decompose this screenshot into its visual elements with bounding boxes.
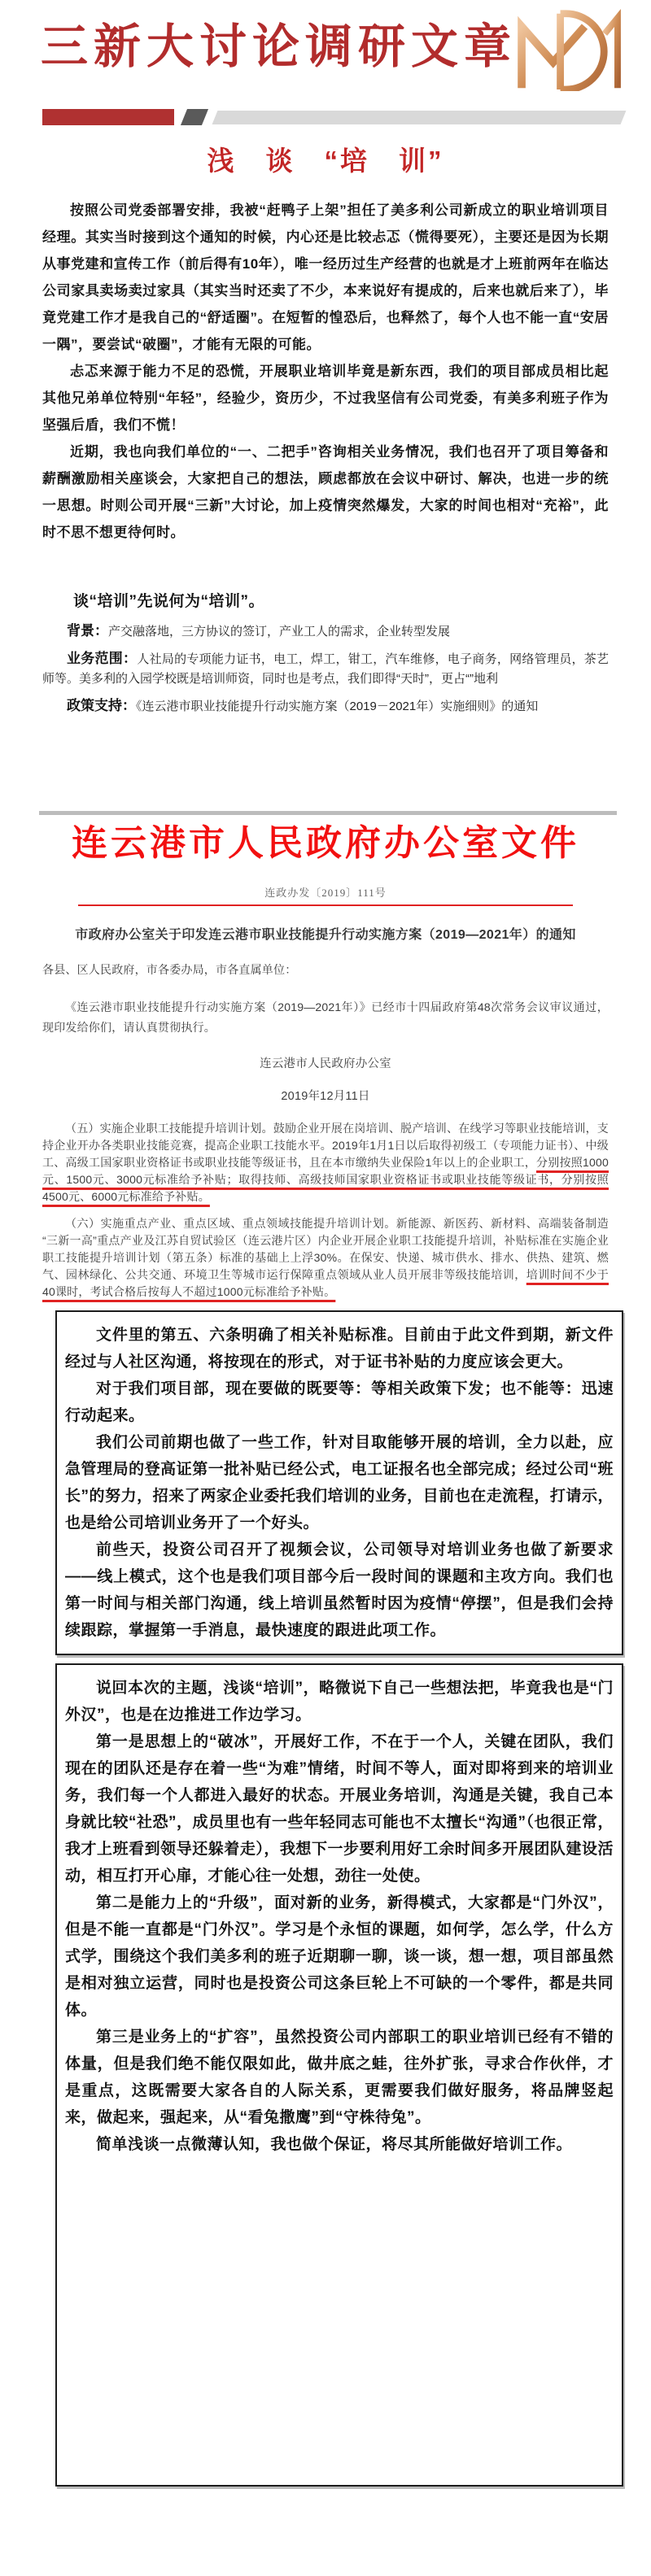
box1-paragraph: 文件里的第五、六条明确了相关补贴标准。目前由于此文件到期，新文件经过与人社区沟通，将按现在的形式，对于证书补贴的力度应该会更大。 bbox=[65, 1327, 614, 1371]
doc-item-5-text: （五）实施企业职工技能提升培训计划。鼓励企业开展在岗培训、脱产培训、在线学习等职业技能培训，支持企业开办各类职业技能竞赛，提高企业职工技能水平。2019年1月1日以后取得初级工（专项能力证书）、中级工、高级工国家职业资格证书或职业技能等级证书，且在本市缴纳失业保险1年以上的企业职工， bbox=[42, 1122, 609, 1169]
brand-md-monogram-logo bbox=[516, 5, 623, 91]
box2-paragraph: 第一是思想上的“破冰”，开展好工作，不在于一个人，关键在团队，我们现在的团队还是存在着一些“为难”情绪，时间不等人，面对即将到来的培训业务，我们每一个人都进入最好的状态。开展业务培训，沟通是关键，我自己本身就比较“社恐”，成员里也有一些年轻同志可能也不太擅长“沟通”（也很正常，我才上班看到领导还躲着走），我想下一步要利用好工余时间多开展团队建设活动，相互打开心扉，才能心往一处想，劲往一处使。 bbox=[65, 1733, 614, 1885]
box1-paragraph: 对于我们项目部，现在要做的既要等：等相关政策下发；也不能等：迅速行动起来。 bbox=[65, 1380, 614, 1424]
notice-date: 2019年12月11日 bbox=[281, 1090, 370, 1103]
scope-label: 业务范围： bbox=[67, 651, 138, 666]
background-line bbox=[42, 621, 609, 642]
banner bbox=[0, 0, 651, 99]
doc-item-5 bbox=[42, 1120, 609, 1205]
article-paragraph: 忐忑来源于能力不足的恐慌，开展职业培训毕竟是新东西，我们的项目部成员相比起其他兄弟单位特别“年轻”，经验少，资历少，不过我坚信有公司党委，有美多利班子作为坚强后盾，我们不慌！ bbox=[42, 364, 609, 433]
box2-paragraph: 第二是能力上的“升级”，面对新的业务，新得模式，大家都是“门外汉”，但是不能一直都是“门外汉”。学习是个永恒的课题，如何学，怎么学，什么方式学，围绕这个我们美多利的班子近期聊一聊，谈一谈，想一想，项目部虽然是相对独立运营，同时也是投资公司这条巨轮上不可缺的一个零件，都是共同体。 bbox=[65, 1894, 614, 2019]
box2-paragraph: 说回本次的主题，浅谈“培训”，略微说下自己一些想法把，毕竟我也是“门外汉”，也是在边推进工作边学习。 bbox=[65, 1680, 614, 1724]
commentary-box-2 bbox=[55, 1663, 623, 2487]
policy-label: 政策支持： bbox=[67, 698, 136, 713]
background-text: 产交融落地，三方协议的签订，产业工人的需求，企业转型发展 bbox=[108, 625, 451, 639]
notice-title: 市政府办公室关于印发连云港市职业技能提升行动实施方案（2019—2021年）的通知 bbox=[75, 928, 576, 942]
box2-paragraph: 简单浅谈一点微薄认知，我也做个保证，将尽其所能做好培训工作。 bbox=[96, 2136, 573, 2153]
doc-item-6-text: （六）实施重点产业、重点区域、重点领域技能提升培训计划。新能源、新医药、新材料、高端装备制造“三新一高”重点产业及江苏自贸试验区（连云港片区）内企业开展企业职工技能提升培训，补贴标准在实施企业职工技能提升培训计划（第五条）标准的基础上上浮30%。在保安、快递、城市供水、排水、供热、建筑、燃气、园林绿化、公共交通、环境卫生等城市运行保障重点领域从业人员开展非等级技能培训， bbox=[42, 1217, 609, 1281]
gov-doc-title: 连云港市人民政府办公室文件 bbox=[72, 823, 579, 863]
article-body bbox=[0, 197, 651, 717]
policy-line bbox=[42, 696, 609, 717]
article-paragraph: 按照公司党委部署安排，我被“赶鸭子上架”担任了美多利公司新成立的职业培训项目经理。其实当时接到这个通知的时候，内心还是比较忐忑（慌得要死），主要还是因为长期从事党建和宣传工作（前后得有10年），唯一经历过生产经营的也就是才上班前两年在临达公司家具卖场卖过家具（其实当时还卖了不少，本来说好有提成的，后来也就后来了），毕竟党建工作才是我自己的“舒适圈”。在短暂的惶恐后，也释然了，每个人也不能一直“安居一隅”，要尝试“破圈”，才能有无限的可能。 bbox=[42, 203, 609, 352]
notice-signer: 连云港市人民政府办公室 bbox=[260, 1057, 391, 1070]
decorative-divider bbox=[42, 109, 623, 125]
article-title: 浅 谈 “培 训” bbox=[207, 146, 444, 176]
section-lead: 谈“培训”先说何为“培训”。 bbox=[73, 593, 265, 610]
banner-title: 三新大讨论调研文章 bbox=[41, 20, 518, 73]
box1-paragraph: 前些天，投资公司召开了视频会议，公司领导对培训业务也做了新要求——线上模式，这个也是我们项目部今后一段时间的课题和主攻方向。我们也第一时间与相关部门沟通，线上培训虽然暂时因为疫情“停摆”，但是我们会持续跟踪，掌握第一手消息，最快速度的跟进此项工作。 bbox=[65, 1541, 614, 1639]
notice-salutation: 各县、区人民政府，市各委办局，市各直属单位： bbox=[42, 963, 297, 976]
box2-paragraph: 第三是业务上的“扩容”，虽然投资公司内部职工的职业培训已经有不错的体量，但是我们绝不能仅限如此，做井底之蛙，往外扩张，寻求合作伙伴，才是重点，这既需要大家各自的人际关系，更需要我们做好服务，将品牌竖起来，做起来，强起来，从“看兔撒鹰”到“守株待兔”。 bbox=[65, 2029, 614, 2126]
divider-red-segment bbox=[42, 109, 174, 125]
background-label: 背景： bbox=[67, 623, 108, 639]
policy-text: 《连云港市职业技能提升行动实施方案（2019－2021年）实施细则》的通知 bbox=[136, 700, 539, 713]
box1-paragraph: 我们公司前期也做了一些工作，针对目取能够开展的培训，全力以赴，应急管理局的登高证第一批补贴已经公式，电工证报名也全部完成；经过公司“班长”的努力，招来了两家企业委托我们培训的业务，目前也在走流程，打请示，也是给公司培训业务开了一个好头。 bbox=[65, 1434, 614, 1532]
notice-body: 《连云港市职业技能提升行动实施方案（2019—2021年）》已经市十四届政府第48次常务会议审议通过，现印发给你们，请认真贯彻执行。 bbox=[42, 1000, 609, 1034]
scope-line bbox=[42, 649, 609, 689]
doc-item-6-underlined-text: 培训时间不少于40课时，考试合格后按每人不超过1000元标准给予补贴。 bbox=[42, 1268, 609, 1298]
gov-doc-number: 连政办发〔2019〕111号 bbox=[264, 887, 387, 899]
scope-text: 人社局的专项能力证书，电工，焊工，钳工，汽车维修，电子商务，网络管理员，茶艺师等。美多利的入园学校既是培训师资，同时也是考点，我们即得“天时”，更占“”地利 bbox=[42, 652, 609, 686]
gov-doc-red-rule bbox=[78, 904, 573, 906]
doc-item-6 bbox=[42, 1215, 609, 1301]
article-paragraph: 近期，我也向我们单位的“一、二把手”咨询相关业务情况，我们也召开了项目筹备和薪酬激励相关座谈会，大家把自己的想法，顾虑都放在会议中研讨、解决，也进一步的统一思想。时则公司开展“三新”大讨论，加上疫情突然爆发，大家的时间也相对“充裕”，此时不思不想更待何时。 bbox=[42, 444, 609, 540]
divider-light-segment bbox=[212, 111, 627, 124]
commentary-box-1 bbox=[55, 1310, 623, 1655]
gov-doc-top-rule bbox=[39, 811, 617, 815]
doc-item-5-underlined-text: 分别按照1000元、1500元、3000元标准给予补贴；取得技师、高级技师国家职业资格证书或职业技能等级证书，分别按照4500元、6000元标准给予补贴。 bbox=[42, 1156, 609, 1203]
divider-dark-segment bbox=[181, 109, 208, 125]
gov-document bbox=[0, 811, 651, 1301]
